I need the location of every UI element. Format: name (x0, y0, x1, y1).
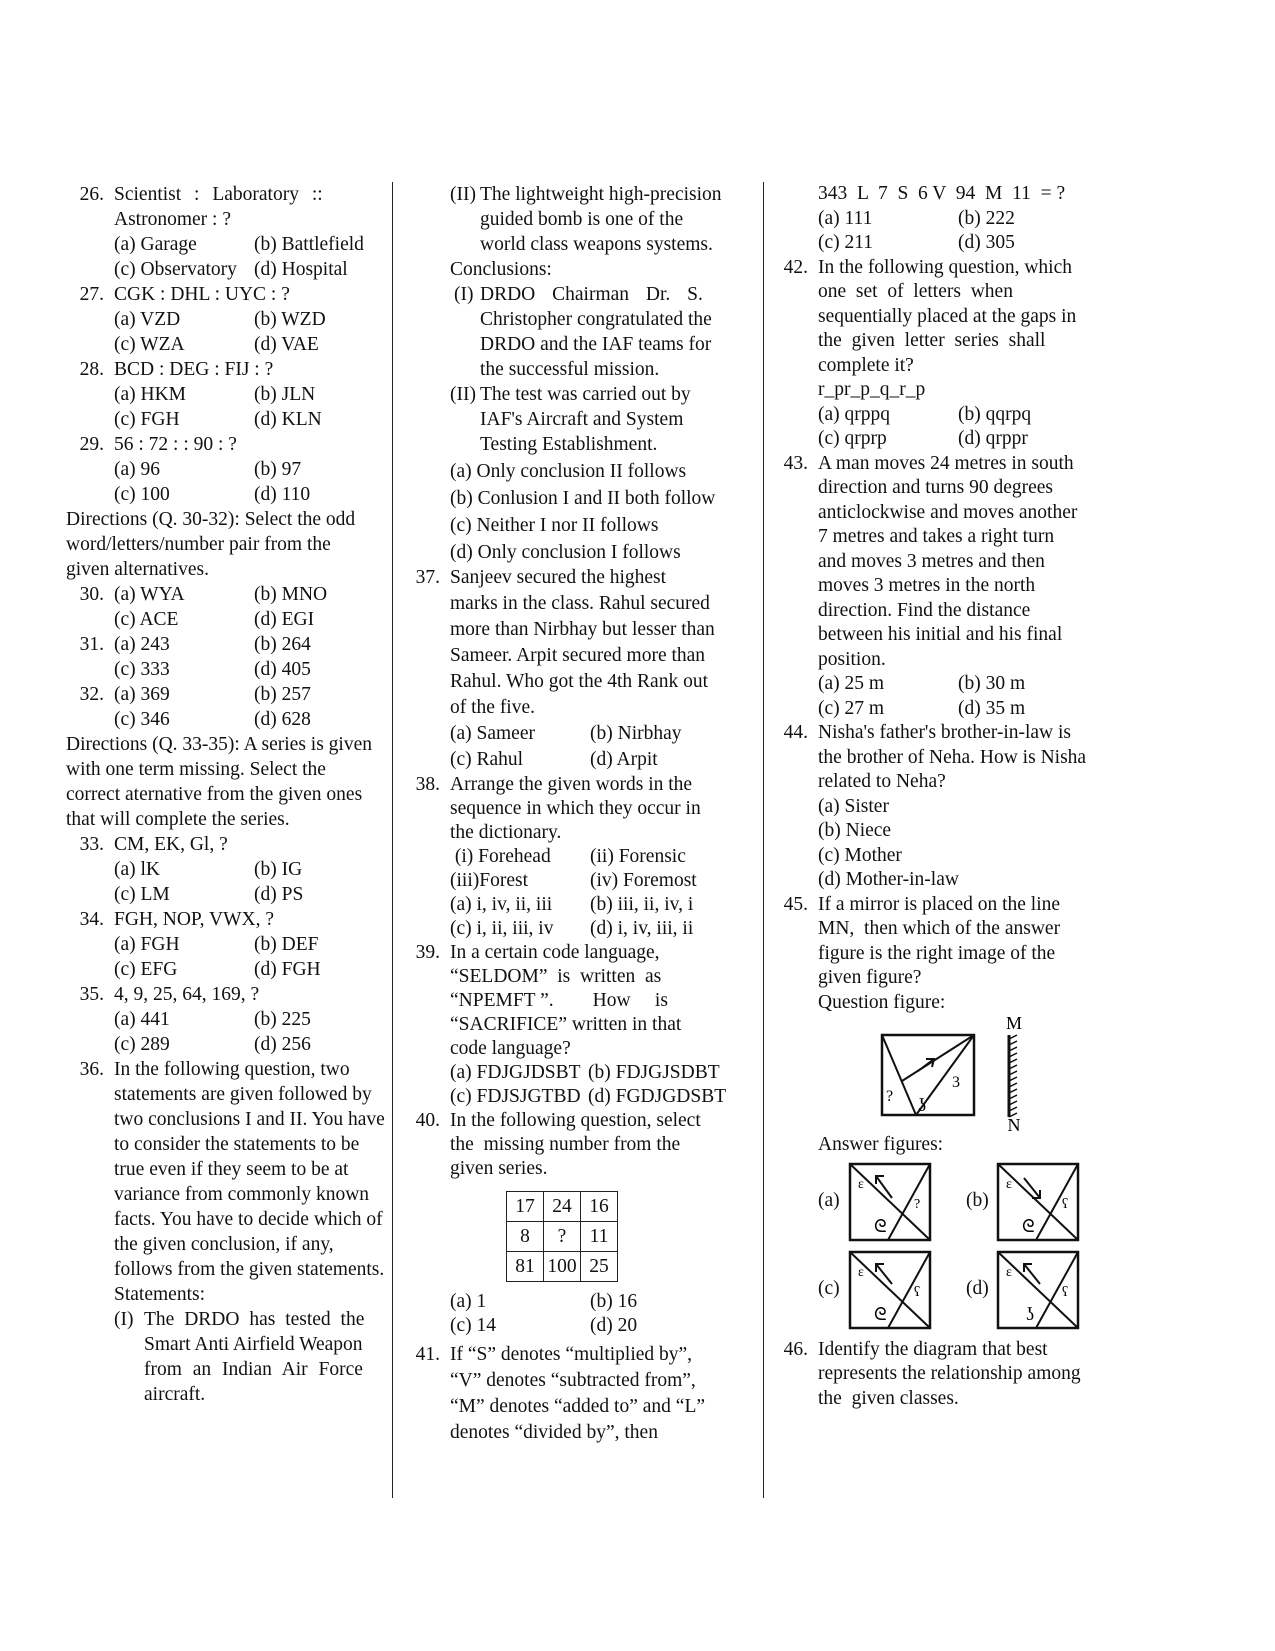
option-a[interactable]: (a) WYA (114, 584, 185, 605)
question-line: the given classes. (818, 1387, 959, 1409)
answer-figure-b[interactable] (966, 1162, 1080, 1242)
question-34 (66, 907, 406, 982)
option-d[interactable]: (d) qrppr (958, 428, 1028, 449)
option-c[interactable]: (c) i, ii, iii, iv (450, 918, 554, 939)
option-d[interactable]: (d) PS (254, 884, 304, 905)
question-45 (783, 893, 1148, 1330)
option-d[interactable]: (d) 256 (254, 1034, 311, 1055)
option-d[interactable]: (d) i, iv, iii, ii (590, 918, 694, 939)
options (818, 403, 1148, 452)
options (114, 457, 406, 507)
question-line: the given conclusion, if any, (114, 1234, 334, 1255)
word-item: (i) Forehead (450, 846, 551, 867)
question-number: 29. (79, 434, 104, 455)
grid-cell: 8 (507, 1222, 544, 1252)
question-line: moves 3 metres in the north (818, 575, 1036, 596)
question-text: Astronomer : ? (114, 209, 231, 230)
figure-label: (c) (818, 1278, 840, 1300)
symbol-question-icon: ? (886, 1088, 894, 1105)
directions-line: with one term missing. Select the (66, 759, 326, 780)
question-number: 40. (415, 1110, 440, 1131)
option-a[interactable]: (a) 96 (114, 459, 161, 480)
question-text: CGK : DHL : UYC : ? (114, 284, 290, 305)
question-line: code language? (450, 1038, 571, 1059)
conclusion-label: (II) (450, 384, 476, 405)
option-d[interactable]: (d) VAE (254, 334, 319, 355)
question-number: 27. (79, 284, 104, 305)
option-a[interactable]: (a) qrppq (818, 403, 891, 425)
question-line: sequence in which they occur in (450, 798, 701, 819)
question-number: 38. (415, 774, 440, 795)
figure-label: (b) (966, 1190, 989, 1212)
grid-cell: 100 (544, 1252, 581, 1282)
question-line: of the five. (450, 697, 536, 718)
statement-line: Smart Anti Airfield Weapon (144, 1334, 363, 1355)
option-b[interactable]: (b) Nirbhay (590, 723, 682, 744)
mirror-label-n: N (1007, 1115, 1021, 1133)
question-number: 44. (783, 722, 808, 743)
option-b[interactable]: (b) 97 (254, 459, 302, 480)
option-c[interactable]: (c) ACE (114, 609, 179, 630)
question-46 (783, 1338, 1148, 1412)
question-line: Arrange the given words in the (450, 774, 693, 795)
question-text: FGH, NOP, VWX, ? (114, 909, 274, 930)
svg-text:ᘓ: ᘓ (874, 1303, 887, 1324)
question-41-continued (818, 182, 1148, 256)
option-b[interactable]: (b) 222 (958, 207, 1015, 229)
question-line: related to Neha? (818, 771, 946, 792)
question-36-continued (432, 182, 772, 565)
question-line: MN, then which of the answer (818, 918, 1061, 939)
option-b[interactable]: (b) DEF (254, 934, 319, 955)
option-a[interactable]: (a) FGH (114, 934, 180, 955)
options (114, 582, 406, 632)
answer-figure-d[interactable] (966, 1250, 1080, 1330)
question-line: the dictionary. (450, 822, 562, 843)
question-number: 31. (79, 634, 104, 655)
grid-cell: 24 (544, 1192, 581, 1222)
question-line: “NPEMFT ”. How is (450, 990, 668, 1011)
option-d[interactable]: (d) Arpit (590, 749, 658, 770)
option-d[interactable]: (d) 20 (590, 1315, 638, 1336)
word-list (450, 845, 772, 893)
question-line: true even if they seem to be at (114, 1159, 349, 1180)
question-line: figure is the right image of the (818, 942, 1056, 964)
option-d[interactable]: (d) KLN (254, 409, 322, 430)
question-32 (66, 682, 406, 732)
option-c[interactable]: (c) EFG (114, 959, 178, 980)
question-line: given figure? (818, 967, 922, 988)
question-number: 39. (415, 942, 440, 963)
option-b[interactable]: (b) Battlefield (254, 234, 364, 255)
option-c[interactable]: (c) WZA (114, 334, 185, 355)
option-c[interactable]: (c) 100 (114, 484, 170, 505)
figure-b-image (996, 1162, 1080, 1242)
option-d[interactable]: (d) EGI (254, 609, 315, 630)
options (114, 307, 406, 357)
conclusions-label: Conclusions: (450, 259, 552, 280)
question-line: the missing number from the (450, 1134, 681, 1155)
option-a[interactable]: (a) 369 (114, 684, 170, 705)
options (450, 459, 772, 565)
question-number: 46. (783, 1338, 808, 1360)
question-35 (66, 982, 406, 1057)
option-d[interactable]: (d) Mother-in-law (818, 869, 959, 890)
conclusion-line: DRDO Chairman Dr. S. (480, 284, 703, 305)
option-a[interactable]: (a) Sameer (450, 723, 535, 744)
option-c[interactable]: (c) 289 (114, 1034, 170, 1055)
conclusion-line: the successful mission. (480, 359, 660, 380)
option-a[interactable]: (a) FDJGJDSBT (450, 1062, 581, 1083)
question-number: 42. (783, 256, 808, 278)
svg-text:ʕ: ʕ (1062, 1284, 1069, 1300)
question-line: represents the relationship among (818, 1363, 1081, 1384)
question-43 (783, 452, 1148, 722)
number-grid (506, 1191, 618, 1282)
option-d[interactable]: (d) Hospital (254, 259, 348, 280)
answer-figure-c[interactable] (818, 1250, 932, 1330)
option-a[interactable]: (a) Only conclusion II follows (450, 461, 687, 482)
question-text: CM, EK, Gl, ? (114, 834, 228, 855)
grid-cell: 17 (507, 1192, 544, 1222)
option-c[interactable]: (c) FGH (114, 409, 180, 430)
question-number: 36. (79, 1059, 104, 1080)
grid-cell: 16 (581, 1192, 618, 1222)
option-b[interactable]: (b) WZD (254, 309, 326, 330)
conclusion-line: DRDO and the IAF teams for (480, 334, 712, 355)
option-d[interactable]: (d) 628 (254, 709, 311, 730)
statement-1 (114, 1307, 406, 1407)
symbol-three-icon: 3 (952, 1074, 960, 1091)
statement-label: (I) (114, 1309, 134, 1330)
question-line: Sameer. Arpit secured more than (450, 645, 706, 666)
option-c[interactable]: (c) 27 m (818, 697, 885, 719)
statement-2 (450, 182, 772, 257)
question-38 (415, 773, 772, 941)
option-b[interactable]: (b) JLN (254, 384, 316, 405)
question-line: denotes “divided by”, then (450, 1422, 658, 1443)
question-line: direction. Find the distance (818, 599, 1031, 621)
question-39 (415, 941, 772, 1109)
question-28 (66, 357, 406, 432)
question-line: “SACRIFICE” written in that (450, 1014, 682, 1035)
option-a[interactable]: (a) 441 (114, 1009, 170, 1030)
directions-line: Directions (Q. 30-32): Select the odd (66, 509, 356, 530)
conclusion-2 (450, 382, 772, 457)
question-44 (783, 721, 1148, 893)
question-line: one set of letters when (818, 281, 1013, 302)
question-line: Identify the diagram that best (818, 1338, 1048, 1360)
word-item: (ii) Forensic (590, 846, 686, 867)
symbol-hook-icon: ʖ (918, 1095, 926, 1115)
figure-frame (882, 1035, 974, 1115)
option-a[interactable]: (a) 1 (450, 1291, 487, 1312)
svg-text:ε: ε (858, 1176, 864, 1192)
option-c[interactable]: (c) Observatory (114, 259, 237, 280)
question-37 (415, 565, 772, 773)
question-number: 33. (79, 834, 104, 855)
options (450, 1061, 772, 1109)
statement-line: The lightweight high-precision (480, 184, 722, 205)
options (114, 857, 406, 907)
option-a[interactable]: (a) lK (114, 859, 161, 880)
question-line: A man moves 24 metres in south (818, 452, 1074, 474)
option-c[interactable]: (c) 14 (450, 1315, 497, 1336)
option-d[interactable]: (d) FGDJGDSBT (588, 1086, 727, 1107)
option-c[interactable]: (c) 346 (114, 709, 170, 730)
statement-line: aircraft. (144, 1384, 206, 1405)
answer-figure-a[interactable] (818, 1162, 932, 1242)
question-number: 26. (79, 184, 104, 205)
option-d[interactable]: (d) FGH (254, 959, 321, 980)
question-line: 7 metres and takes a right turn (818, 526, 1055, 547)
question-line: more than Nirbhay but lesser than (450, 619, 715, 640)
options (114, 632, 406, 682)
option-c[interactable]: (c) FDJSJGTBD (450, 1086, 581, 1107)
question-41 (415, 1342, 772, 1446)
options (450, 893, 772, 941)
question-line: “V” denotes “subtracted from”, (450, 1370, 696, 1391)
conclusion-line: IAF's Aircraft and System (480, 409, 684, 430)
figure-a-image (848, 1162, 932, 1242)
svg-text:?: ? (914, 1196, 921, 1212)
options (818, 672, 1148, 721)
question-text: 4, 9, 25, 64, 169, ? (114, 984, 260, 1005)
svg-text:ᘓ: ᘓ (1022, 1215, 1035, 1236)
figure-label: (d) (966, 1278, 989, 1300)
option-c[interactable]: (c) Mother (818, 844, 902, 866)
conclusion-line: Testing Establishment. (480, 434, 658, 455)
option-b[interactable]: (b) 257 (254, 684, 311, 705)
question-line: the brother of Neha. How is Nisha (818, 746, 1087, 768)
directions-line: word/letters/number pair from the (66, 534, 331, 555)
svg-text:ᘓ: ᘓ (874, 1215, 887, 1236)
mirror-label-m: M (1005, 1015, 1023, 1033)
options (818, 207, 1148, 256)
question-line: statements are given followed by (114, 1084, 372, 1105)
question-line: and moves 3 metres and then (818, 550, 1045, 572)
question-line: follows from the given statements. (114, 1259, 385, 1280)
option-a[interactable]: (a) HKM (114, 384, 187, 405)
option-b[interactable]: (b) IG (254, 859, 303, 880)
question-40 (415, 1109, 772, 1338)
figure-d-image (996, 1250, 1080, 1330)
column-1 (66, 182, 406, 1407)
option-c[interactable]: (c) LM (114, 884, 170, 905)
question-number: 35. (79, 984, 104, 1005)
question-line: “M” denotes “added to” and “L” (450, 1396, 706, 1417)
option-c[interactable]: (c) 211 (818, 232, 874, 253)
option-b[interactable]: (b) FDJGJSDBT (588, 1062, 720, 1083)
question-line: between his initial and his final (818, 624, 1063, 645)
options (114, 682, 406, 732)
question-line: position. (818, 648, 886, 670)
option-b[interactable]: (b) Conlusion I and II both follow (450, 488, 716, 509)
options (450, 1290, 772, 1338)
question-line: anticlockwise and moves another (818, 501, 1078, 523)
option-c[interactable]: (c) qrprp (818, 428, 887, 449)
question-line: the given letter series shall (818, 330, 1046, 351)
question-42 (783, 256, 1148, 452)
question-line: facts. You have to decide which of (114, 1209, 383, 1230)
question-line: In the following question, select (450, 1110, 701, 1131)
option-a[interactable]: (a) 111 (818, 207, 873, 229)
option-d[interactable]: (d) 110 (254, 484, 311, 505)
word-item: (iii)Forest (450, 870, 528, 891)
question-line: sequentially placed at the gaps in (818, 305, 1077, 327)
question-27 (66, 282, 406, 357)
options (114, 232, 406, 282)
option-b[interactable]: (b) 30 m (958, 673, 1026, 694)
option-b[interactable]: (b) 225 (254, 1009, 311, 1030)
directions-line: Directions (Q. 33-35): A series is given (66, 734, 372, 755)
question-number: 32. (79, 684, 104, 705)
conclusion-1 (450, 282, 772, 382)
question-line: two conclusions I and II. You have (114, 1109, 385, 1130)
question-line: Rahul. Who got the 4th Rank out (450, 671, 708, 692)
option-c[interactable]: (c) 333 (114, 659, 170, 680)
option-a[interactable]: (a) Sister (818, 795, 889, 817)
options (114, 1007, 406, 1057)
option-c[interactable]: (c) Neither I nor II follows (450, 515, 659, 536)
question-line: In the following question, two (114, 1059, 350, 1080)
statement-line: guided bomb is one of the (480, 209, 684, 230)
option-d[interactable]: (d) 305 (958, 232, 1015, 253)
question-line: Sanjeev secured the highest (450, 567, 667, 588)
question-31 (66, 632, 406, 682)
svg-text:ʕ: ʕ (1062, 1196, 1069, 1212)
svg-text:ʖ: ʖ (1026, 1303, 1034, 1324)
conclusion-line: Christopher congratulated the (480, 309, 712, 330)
question-number: 28. (79, 359, 104, 380)
option-c[interactable]: (c) Rahul (450, 749, 524, 770)
directions-line: that will complete the series. (66, 809, 290, 830)
question-figure-label: Question figure: (818, 991, 946, 1013)
question-line: marks in the class. Rahul secured (450, 593, 710, 614)
conclusion-line: The test was carried out by (480, 384, 691, 405)
letter-series: r_pr_p_q_r_p (818, 379, 926, 400)
options (450, 721, 772, 773)
answer-figures-row (818, 1250, 1148, 1330)
grid-cell: 11 (581, 1222, 618, 1252)
option-a[interactable]: (a) VZD (114, 309, 181, 330)
question-line: direction and turns 90 degrees (818, 477, 1054, 498)
question-line: If “S” denotes “multiplied by”, (450, 1344, 693, 1365)
question-line: Nisha's father's brother-in-law is (818, 722, 1072, 743)
question-line: In a certain code language, (450, 942, 660, 963)
question-line: given series. (450, 1158, 548, 1179)
option-d[interactable]: (d) 405 (254, 659, 311, 680)
option-a[interactable]: (a) 243 (114, 634, 170, 655)
question-33 (66, 832, 406, 907)
options (114, 382, 406, 432)
option-a[interactable]: (a) 25 m (818, 673, 885, 694)
question-figure (862, 1015, 1082, 1133)
question-line: In the following question, which (818, 256, 1073, 278)
option-a[interactable]: (a) i, iv, ii, iii (450, 894, 553, 915)
answer-figures-label: Answer figures: (818, 1134, 944, 1155)
column-divider (392, 182, 393, 1498)
answer-figures-row (818, 1162, 1148, 1242)
directions-30-32 (66, 507, 406, 582)
question-number: 37. (415, 567, 440, 588)
question-line: complete it? (818, 354, 914, 376)
option-a[interactable]: (a) Garage (114, 234, 197, 255)
svg-text:ε: ε (1006, 1264, 1012, 1280)
directions-33-35 (66, 732, 406, 832)
options (114, 932, 406, 982)
statement-label: (II) (450, 184, 476, 205)
question-26 (66, 182, 406, 282)
question-text: Scientist : Laboratory :: (114, 184, 323, 205)
option-b[interactable]: (b) iii, ii, iv, i (590, 894, 694, 915)
figure-line (902, 1035, 974, 1081)
question-number: 43. (783, 452, 808, 474)
expression: 343 L 7 S 6 V 94 M 11 = ? (818, 183, 1066, 204)
grid-cell: 81 (507, 1252, 544, 1282)
svg-text:ε: ε (858, 1264, 864, 1280)
svg-text:ε: ε (1006, 1176, 1012, 1192)
option-b[interactable]: (b) qqrpq (958, 403, 1032, 425)
grid-cell: ? (544, 1222, 581, 1252)
statement-line: from an Indian Air Force (144, 1359, 363, 1380)
column-3 (783, 182, 1148, 1411)
question-line: to consider the statements to be (114, 1134, 360, 1155)
conclusion-label: (I) (454, 284, 474, 305)
word-item: (iv) Foremost (590, 870, 697, 891)
svg-text:ʕ: ʕ (914, 1284, 921, 1300)
statement-line: world class weapons systems. (480, 234, 713, 255)
question-30 (66, 582, 406, 632)
directions-line: correct aternative from the given ones (66, 784, 363, 805)
option-b[interactable]: (b) MNO (254, 584, 328, 605)
grid-cell: 25 (581, 1252, 618, 1282)
directions-line: given alternatives. (66, 559, 209, 580)
question-number: 45. (783, 893, 808, 915)
option-b[interactable]: (b) 264 (254, 634, 311, 655)
question-line: If a mirror is placed on the line (818, 893, 1061, 915)
question-text: 56 : 72 : : 90 : ? (114, 434, 237, 455)
question-text: BCD : DEG : FIJ : ? (114, 359, 274, 380)
question-number: 41. (415, 1344, 440, 1365)
question-number: 34. (79, 909, 104, 930)
question-36 (66, 1057, 406, 1407)
question-line: “SELDOM” is written as (450, 966, 662, 987)
column-2 (415, 182, 772, 1446)
figure-label: (a) (818, 1190, 840, 1212)
option-b[interactable]: (b) Niece (818, 820, 892, 841)
question-29 (66, 432, 406, 507)
option-d[interactable]: (d) 35 m (958, 697, 1026, 719)
column-divider (763, 182, 764, 1498)
question-number: 30. (79, 584, 104, 605)
statements-label: Statements: (114, 1284, 205, 1305)
option-b[interactable]: (b) 16 (590, 1291, 638, 1312)
statement-line: The DRDO has tested the (144, 1309, 365, 1330)
option-d[interactable]: (d) Only conclusion I follows (450, 542, 681, 563)
question-line: variance from commonly known (114, 1184, 370, 1205)
figure-c-image (848, 1250, 932, 1330)
